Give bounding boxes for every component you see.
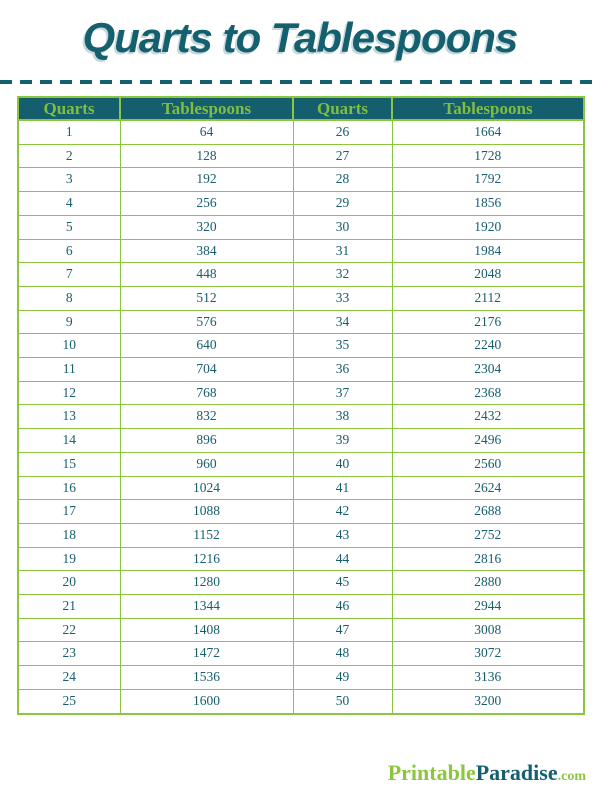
quarts-cell: 24 bbox=[18, 666, 120, 690]
tablespoons-cell: 2176 bbox=[392, 310, 584, 334]
quarts-cell: 44 bbox=[293, 547, 392, 571]
tablespoons-cell: 2752 bbox=[392, 523, 584, 547]
table-row bbox=[18, 476, 584, 500]
quarts-cell: 6 bbox=[18, 239, 120, 263]
table-row bbox=[18, 547, 584, 571]
tablespoons-cell: 832 bbox=[120, 405, 293, 429]
quarts-cell: 40 bbox=[293, 452, 392, 476]
quarts-cell: 47 bbox=[293, 618, 392, 642]
tablespoons-cell: 2304 bbox=[392, 358, 584, 382]
tablespoons-cell: 320 bbox=[120, 215, 293, 239]
quarts-cell: 9 bbox=[18, 310, 120, 334]
quarts-cell: 34 bbox=[293, 310, 392, 334]
quarts-cell: 15 bbox=[18, 452, 120, 476]
tablespoons-cell: 1792 bbox=[392, 168, 584, 192]
quarts-cell: 23 bbox=[18, 642, 120, 666]
column-header: Tablespoons bbox=[120, 97, 293, 120]
table-row bbox=[18, 358, 584, 382]
tablespoons-cell: 704 bbox=[120, 358, 293, 382]
tablespoons-cell: 3008 bbox=[392, 618, 584, 642]
tablespoons-cell: 2560 bbox=[392, 452, 584, 476]
table-row bbox=[18, 666, 584, 690]
tablespoons-cell: 1024 bbox=[120, 476, 293, 500]
tablespoons-cell: 64 bbox=[120, 120, 293, 144]
tablespoons-cell: 192 bbox=[120, 168, 293, 192]
table-row bbox=[18, 334, 584, 358]
quarts-cell: 46 bbox=[293, 595, 392, 619]
column-header: Quarts bbox=[293, 97, 392, 120]
tablespoons-cell: 3200 bbox=[392, 689, 584, 713]
table-row bbox=[18, 192, 584, 216]
quarts-cell: 10 bbox=[18, 334, 120, 358]
table-row bbox=[18, 500, 584, 524]
quarts-cell: 36 bbox=[293, 358, 392, 382]
tablespoons-cell: 2816 bbox=[392, 547, 584, 571]
tablespoons-cell: 2944 bbox=[392, 595, 584, 619]
tablespoons-cell: 512 bbox=[120, 286, 293, 310]
quarts-cell: 32 bbox=[293, 263, 392, 287]
quarts-cell: 38 bbox=[293, 405, 392, 429]
quarts-cell: 14 bbox=[18, 429, 120, 453]
quarts-cell: 5 bbox=[18, 215, 120, 239]
quarts-cell: 48 bbox=[293, 642, 392, 666]
quarts-cell: 18 bbox=[18, 523, 120, 547]
tablespoons-cell: 128 bbox=[120, 144, 293, 168]
table-row bbox=[18, 144, 584, 168]
tablespoons-cell: 2368 bbox=[392, 381, 584, 405]
tablespoons-cell: 1920 bbox=[392, 215, 584, 239]
quarts-cell: 7 bbox=[18, 263, 120, 287]
tablespoons-cell: 896 bbox=[120, 429, 293, 453]
table-row bbox=[18, 429, 584, 453]
quarts-cell: 21 bbox=[18, 595, 120, 619]
quarts-cell: 30 bbox=[293, 215, 392, 239]
tablespoons-cell: 1664 bbox=[392, 120, 584, 144]
quarts-cell: 49 bbox=[293, 666, 392, 690]
tablespoons-cell: 2048 bbox=[392, 263, 584, 287]
brand-primary-text: Printable bbox=[387, 760, 476, 785]
quarts-cell: 17 bbox=[18, 500, 120, 524]
table-row bbox=[18, 381, 584, 405]
quarts-cell: 12 bbox=[18, 381, 120, 405]
quarts-cell: 20 bbox=[18, 571, 120, 595]
tablespoons-cell: 2880 bbox=[392, 571, 584, 595]
tablespoons-cell: 1536 bbox=[120, 666, 293, 690]
table-body bbox=[18, 120, 584, 714]
quarts-cell: 31 bbox=[293, 239, 392, 263]
tablespoons-cell: 3072 bbox=[392, 642, 584, 666]
tablespoons-cell: 2240 bbox=[392, 334, 584, 358]
tablespoons-cell: 1472 bbox=[120, 642, 293, 666]
table-row bbox=[18, 286, 584, 310]
quarts-cell: 33 bbox=[293, 286, 392, 310]
quarts-cell: 2 bbox=[18, 144, 120, 168]
quarts-cell: 4 bbox=[18, 192, 120, 216]
footer-logo bbox=[388, 760, 586, 786]
quarts-cell: 29 bbox=[293, 192, 392, 216]
tablespoons-cell: 640 bbox=[120, 334, 293, 358]
quarts-cell: 8 bbox=[18, 286, 120, 310]
tablespoons-cell: 768 bbox=[120, 381, 293, 405]
quarts-cell: 13 bbox=[18, 405, 120, 429]
tablespoons-cell: 1280 bbox=[120, 571, 293, 595]
quarts-cell: 19 bbox=[18, 547, 120, 571]
tablespoons-cell: 3136 bbox=[392, 666, 584, 690]
table-row bbox=[18, 215, 584, 239]
conversion-table bbox=[17, 96, 585, 715]
table-row bbox=[18, 571, 584, 595]
table-row bbox=[18, 523, 584, 547]
table-row bbox=[18, 120, 584, 144]
tablespoons-cell: 1216 bbox=[120, 547, 293, 571]
tablespoons-cell: 2112 bbox=[392, 286, 584, 310]
tablespoons-cell: 2432 bbox=[392, 405, 584, 429]
tablespoons-cell: 1088 bbox=[120, 500, 293, 524]
quarts-cell: 27 bbox=[293, 144, 392, 168]
table-row bbox=[18, 405, 584, 429]
tablespoons-cell: 2688 bbox=[392, 500, 584, 524]
tablespoons-cell: 960 bbox=[120, 452, 293, 476]
table-row bbox=[18, 689, 584, 713]
quarts-cell: 11 bbox=[18, 358, 120, 382]
tablespoons-cell: 2624 bbox=[392, 476, 584, 500]
column-header: Tablespoons bbox=[392, 97, 584, 120]
tablespoons-cell: 1344 bbox=[120, 595, 293, 619]
quarts-cell: 3 bbox=[18, 168, 120, 192]
quarts-cell: 45 bbox=[293, 571, 392, 595]
quarts-cell: 26 bbox=[293, 120, 392, 144]
tablespoons-cell: 1600 bbox=[120, 689, 293, 713]
quarts-cell: 25 bbox=[18, 689, 120, 713]
dashed-divider bbox=[0, 80, 600, 84]
quarts-cell: 42 bbox=[293, 500, 392, 524]
table-header bbox=[18, 97, 584, 120]
quarts-cell: 1 bbox=[18, 120, 120, 144]
quarts-cell: 39 bbox=[293, 429, 392, 453]
tablespoons-cell: 1728 bbox=[392, 144, 584, 168]
table-row bbox=[18, 642, 584, 666]
table-row bbox=[18, 310, 584, 334]
tablespoons-cell: 1984 bbox=[392, 239, 584, 263]
table-row bbox=[18, 239, 584, 263]
header-row bbox=[18, 97, 584, 120]
table-row bbox=[18, 595, 584, 619]
table-row bbox=[18, 168, 584, 192]
tablespoons-cell: 448 bbox=[120, 263, 293, 287]
tablespoons-cell: 2496 bbox=[392, 429, 584, 453]
column-header: Quarts bbox=[18, 97, 120, 120]
tablespoons-cell: 576 bbox=[120, 310, 293, 334]
tablespoons-cell: 384 bbox=[120, 239, 293, 263]
quarts-cell: 16 bbox=[18, 476, 120, 500]
tablespoons-cell: 1152 bbox=[120, 523, 293, 547]
tablespoons-cell: 1856 bbox=[392, 192, 584, 216]
quarts-cell: 35 bbox=[293, 334, 392, 358]
quarts-cell: 28 bbox=[293, 168, 392, 192]
table-row bbox=[18, 618, 584, 642]
table-row bbox=[18, 263, 584, 287]
quarts-cell: 41 bbox=[293, 476, 392, 500]
tablespoons-cell: 1408 bbox=[120, 618, 293, 642]
page-title: Quarts to Tablespoons bbox=[82, 14, 518, 61]
table-row bbox=[18, 452, 584, 476]
tablespoons-cell: 256 bbox=[120, 192, 293, 216]
quarts-cell: 37 bbox=[293, 381, 392, 405]
quarts-cell: 43 bbox=[293, 523, 392, 547]
quarts-cell: 22 bbox=[18, 618, 120, 642]
brand-suffix-text: .com bbox=[557, 769, 586, 784]
brand-secondary-text: Paradise bbox=[475, 760, 558, 785]
quarts-cell: 50 bbox=[293, 689, 392, 713]
